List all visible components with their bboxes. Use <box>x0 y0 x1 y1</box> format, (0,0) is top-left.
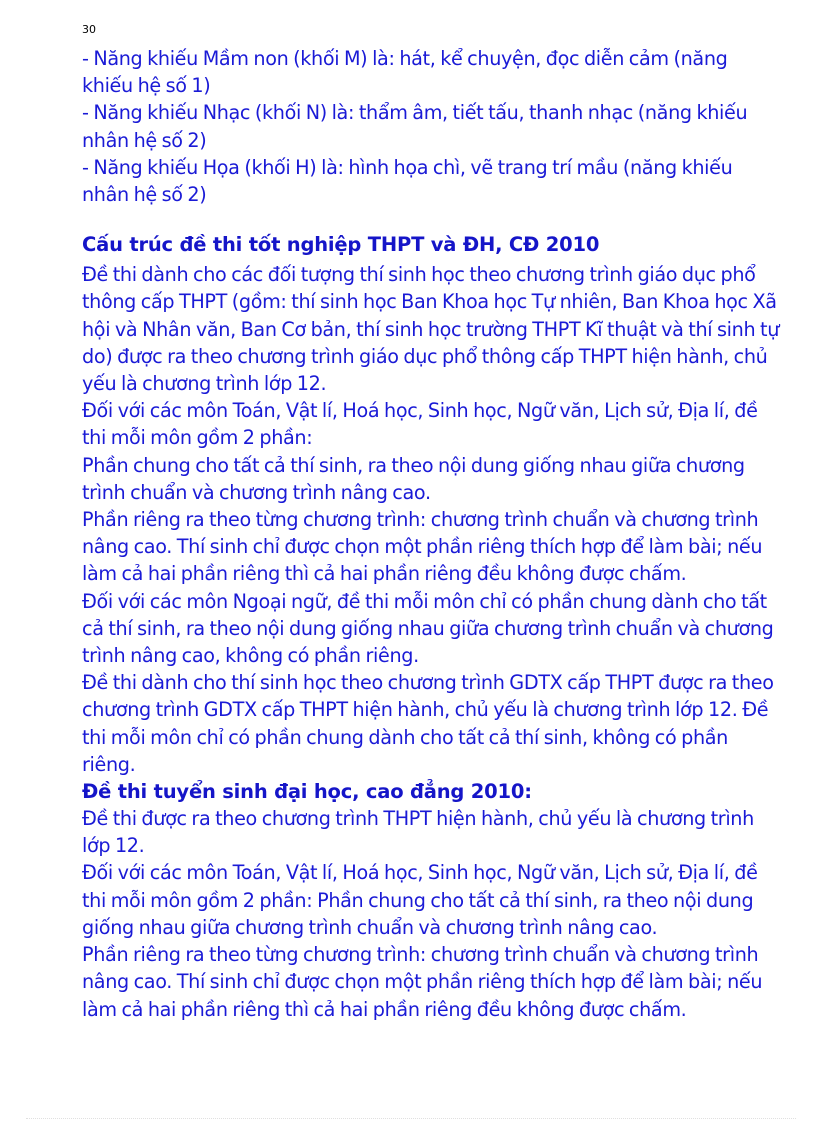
document-body <box>82 45 782 1023</box>
section1-paragraph: Phần chung cho tất cả thí sinh, ra theo nội dung giống nhau giữa chương trình chuẩn và chương trình nâng cao. <box>82 453 745 504</box>
page-number: 30 <box>82 23 96 36</box>
page-bottom-divider <box>26 1118 796 1119</box>
section1-paragraph: Phần riêng ra theo từng chương trình: chương trình chuẩn và chương trình nâng cao. Thí sinh chỉ được chọn một phần riêng thích hợp để làm bài; nếu làm cả hai phần riêng thì cả hai phần riêng đều không được chấm. <box>82 508 763 586</box>
intro-item-mam-non: - Năng khiếu Mầm non (khối M) là: hát, kể chuyện, đọc diễn cảm (năng khiếu hệ số 1) <box>82 47 728 98</box>
section2-paragraph: Phần riêng ra theo từng chương trình: chương trình chuẩn và chương trình nâng cao. Thí sinh chỉ được chọn một phần riêng thích hợp để làm bài; nếu làm cả hai phần riêng thì cả hai phần riêng đều không được chấm. <box>82 943 763 1021</box>
section1-paragraph: Đối với các môn Ngoại ngữ, đề thi mỗi môn chỉ có phần chung dành cho tất cả thí sinh, ra theo nội dung giống nhau giữa chương trình chuẩn và chương trình nâng cao, không có phần riêng. <box>82 589 774 668</box>
section1-paragraph: Đối với các môn Toán, Vật lí, Hoá học, Sinh học, Ngữ văn, Lịch sử, Địa lí, đề thi mỗi môn gồm 2 phần: <box>82 399 758 450</box>
section1-paragraph: Đề thi dành cho thí sinh học theo chương trình GDTX cấp THPT được ra theo chương trình GDTX cấp THPT hiện hành, chủ yếu là chương trình lớp 12. Đề thi mỗi môn chỉ có phần chung dành cho tất cả thí sinh, không có phần riêng. <box>82 671 774 776</box>
section-heading-exam-structure: Cấu trúc đề thi tốt nghiệp THPT và ĐH, CĐ 2010 <box>82 233 600 257</box>
intro-item-hoa: - Năng khiếu Họa (khối H) là: hình họa chì, vẽ trang trí mầu (năng khiếu nhân hệ số 2) <box>82 155 733 207</box>
section2-paragraph: Đề thi được ra theo chương trình THPT hiện hành, chủ yếu là chương trình lớp 12. <box>82 807 754 858</box>
section2-paragraph: Đối với các môn Toán, Vật lí, Hoá học, Sinh học, Ngữ văn, Lịch sử, Địa lí, đề thi mỗi môn gồm 2 phần: Phần chung cho tất cả thí sinh, ra theo nội dung giống nhau giữa chương trình chuẩn và chương trình nâng cao. <box>82 861 758 939</box>
intro-item-nhac: - Năng khiếu Nhạc (khối N) là: thẩm âm, tiết tấu, thanh nhạc (năng khiếu nhân hệ số 2) <box>82 101 748 152</box>
section1-paragraph: Đề thi dành cho các đối tượng thí sinh học theo chương trình giáo dục phổ thông cấp THPT (gồm: thí sinh học Ban Khoa học Tự nhiên, Ban Khoa học Xã hội và Nhân văn, Ban Cơ bản, thí sinh học trường THPT Kĩ thuật và thí sinh tự do) được ra theo chương trình giáo dục phổ thông cấp THPT hiện hành, chủ yếu là chương trình lớp 12. <box>82 263 780 396</box>
section-heading-university-exam: Đề thi tuyển sinh đại học, cao đẳng 2010: <box>82 780 532 804</box>
